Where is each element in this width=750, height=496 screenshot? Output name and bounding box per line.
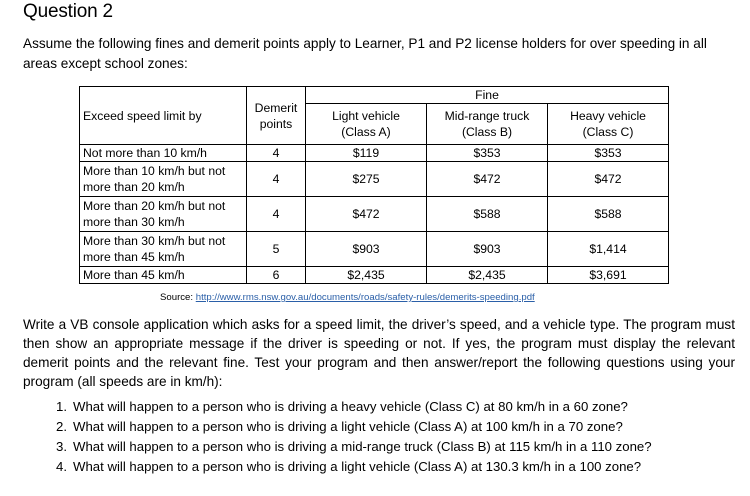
list-item: [23, 397, 735, 417]
cell-fine-b: $353: [427, 145, 548, 162]
cell-points: 4: [247, 145, 306, 162]
cell-fine-c: $588: [548, 197, 669, 232]
cell-limit: More than 20 km/h but not more than 30 km/h: [80, 197, 247, 232]
question-text: What will happen to a person who is driving a light vehicle (Class A) at 130.3 km/h in a 100 zone?: [73, 459, 642, 474]
cell-points: 5: [247, 232, 306, 267]
cell-points: 4: [247, 162, 306, 197]
cell-fine-c: $1,414: [548, 232, 669, 267]
question-heading: Question 2: [23, 1, 113, 22]
cell-fine-b: $2,435: [427, 267, 548, 284]
source-link[interactable]: http://www.rms.nsw.gov.au/documents/roads/safety-rules/demerits-speeding.pdf: [195, 292, 535, 303]
cell-fine-b: $472: [427, 162, 548, 197]
question-text: What will happen to a person who is driving a heavy vehicle (Class C) at 80 km/h in a 60 zone?: [73, 399, 628, 414]
cell-fine-c: $3,691: [548, 267, 669, 284]
task-paragraph: Write a VB console application which asks for a speed limit, the driver’s speed, and a vehicle type. The program must then show an appropriate message if the driver is speeding or not. If yes, the program must display the relevant demerit points and the relevant fine. Test your program and then answer/report the following questions using your program (all speeds are in km/h):: [23, 317, 735, 389]
intro-paragraph: Assume the following fines and demerit points apply to Learner, P1 and P2 license holders for over speeding in all areas except school zones:: [23, 36, 707, 71]
vehicle-class: (Class A): [341, 125, 391, 139]
header-demerit-points: Demerit points: [247, 87, 306, 145]
cell-fine-b: $588: [427, 197, 548, 232]
cell-points: 6: [247, 267, 306, 284]
question-list: [23, 397, 735, 477]
cell-limit: More than 30 km/h but not more than 45 km/h: [80, 232, 247, 267]
vehicle-class: (Class B): [461, 125, 513, 139]
question-number: 4.: [56, 459, 67, 474]
table-row: [80, 232, 669, 267]
cell-fine-b: $903: [427, 232, 548, 267]
header-mid-range-truck: [427, 104, 548, 145]
cell-fine-a: $275: [306, 162, 427, 197]
cell-fine-a: $903: [306, 232, 427, 267]
question-number: 3.: [56, 439, 67, 454]
question-text: What will happen to a person who is driving a light vehicle (Class A) at 100 km/h in a 70 zone?: [73, 419, 623, 434]
table-row: [80, 267, 669, 284]
cell-fine-a: $119: [306, 145, 427, 162]
header-heavy-vehicle: [548, 104, 669, 145]
list-item: [23, 457, 735, 477]
header-light-vehicle: [306, 104, 427, 145]
fines-table: [79, 86, 669, 284]
cell-fine-a: $472: [306, 197, 427, 232]
cell-limit: Not more than 10 km/h: [80, 145, 247, 162]
header-fine: Fine: [306, 87, 669, 104]
vehicle-name: Light vehicle: [332, 109, 400, 123]
cell-fine-a: $2,435: [306, 267, 427, 284]
source-citation: [160, 292, 535, 303]
table-row: [80, 197, 669, 232]
vehicle-name: Mid-range truck: [444, 109, 530, 123]
list-item: [23, 437, 735, 457]
question-number: 2.: [56, 419, 67, 434]
question-number: 1.: [56, 399, 67, 414]
cell-fine-c: $472: [548, 162, 669, 197]
table-header-row: [80, 87, 669, 104]
header-exceed-limit: Exceed speed limit by: [80, 87, 247, 145]
table-row: [80, 162, 669, 197]
cell-points: 4: [247, 197, 306, 232]
cell-limit: More than 45 km/h: [80, 267, 247, 284]
source-label: Source:: [160, 292, 196, 303]
question-text: What will happen to a person who is driving a mid-range truck (Class B) at 115 km/h in a 110 zone?: [73, 439, 652, 454]
cell-fine-c: $353: [548, 145, 669, 162]
cell-limit: More than 10 km/h but not more than 20 km/h: [80, 162, 247, 197]
table-row: [80, 145, 669, 162]
vehicle-class: (Class C): [582, 125, 634, 139]
vehicle-name: Heavy vehicle: [570, 109, 646, 123]
list-item: [23, 417, 735, 437]
